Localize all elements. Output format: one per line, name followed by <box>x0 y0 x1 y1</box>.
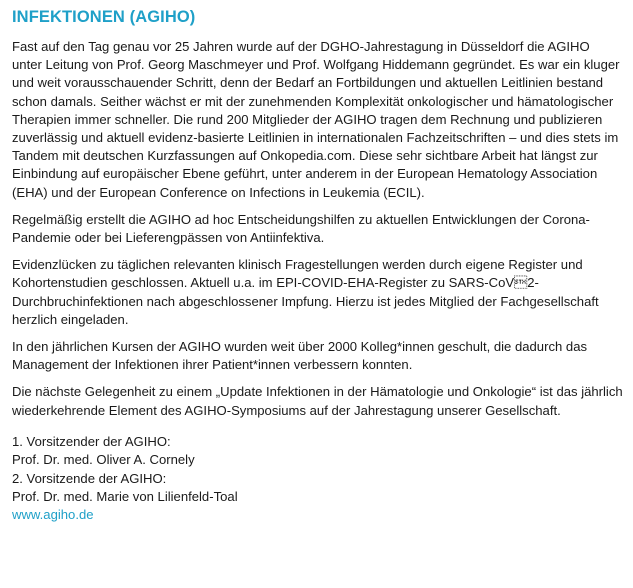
paragraph-registers: Evidenzlücken zu täglichen relevanten klinisch Fragestellungen werden durch eigene Register und Kohortenstudien geschlossen. Aktuell u.a. im EPI-COVID-EHA-Register zu SARS-CoV2-Durchbruchinfektionen nach abgeschlossener Impfung. Hierzu ist jedes Mitglied der Fachgesellschaft herzlich eingeladen. <box>12 257 599 327</box>
signature-block <box>12 433 623 507</box>
paragraph-history: Fast auf den Tag genau vor 25 Jahren wurde auf der DGHO-Jahrestagung in Düsseldorf die AGIHO unter Leitung von Prof. Georg Maschmeyer und Prof. Wolfgang Hiddemann gegründet. Es war ein kluger und weit vorausschauender Schritt, denn der Bedarf an Fortbildungen und aktuellen Leitlinien bestand schon damals. Seither wächst er mit der zunehmenden Komplexität onkologischer und hämatologischer Therapien immer schneller. Die rund 200 Mitglieder der AGIHO tragen dem Rechnung und publizieren zuverlässig und aktuell evidenz-basierte Leitlinien in internationalen Fachzeitschriften – und dies stets im Tandem mit deutschen Kurzfassungen auf Onkopedia.com. Diese sehr sichtbare Arbeit hat längst zur Einbindung auf europäischer Ebene geführt, unter anderem in der European Hematology Association (EHA) und der European Conference on Infections in Leukemia (ECIL). <box>12 39 620 200</box>
document-heading: INFEKTIONEN (AGIHO) <box>12 8 196 26</box>
paragraph-symposium: Die nächste Gelegenheit zu einem „Update Infektionen in der Hämatologie und Onkologie“ ist das jährlich wiederkehrende Element des AGIHO-Symposiums auf der Jahrestagung unserer Gesellschaft. <box>12 384 623 418</box>
paragraph-decision-aids: Regelmäßig erstellt die AGIHO ad hoc Entscheidungshilfen zu aktuellen Entwicklungen der Corona-Pandemie oder bei Lieferengpässen von Antiinfektiva. <box>12 211 590 246</box>
second-chair-name: Prof. Dr. med. Marie von Lilienfeld-Toal <box>12 489 238 505</box>
paragraph-courses: In den jährlichen Kursen der AGIHO wurden weit über 2000 Kolleg*innen geschult, die dadurch das Management der Infektionen ihrer Patient*innen verbessern konnten. <box>12 339 588 373</box>
first-chair-title: 1. Vorsitzender der AGIHO: <box>12 433 171 449</box>
second-chair-title: 2. Vorsitzende der AGIHO: <box>12 470 167 486</box>
website-link[interactable]: www.agiho.de <box>12 507 94 523</box>
first-chair-name: Prof. Dr. med. Oliver A. Cornely <box>12 452 195 468</box>
